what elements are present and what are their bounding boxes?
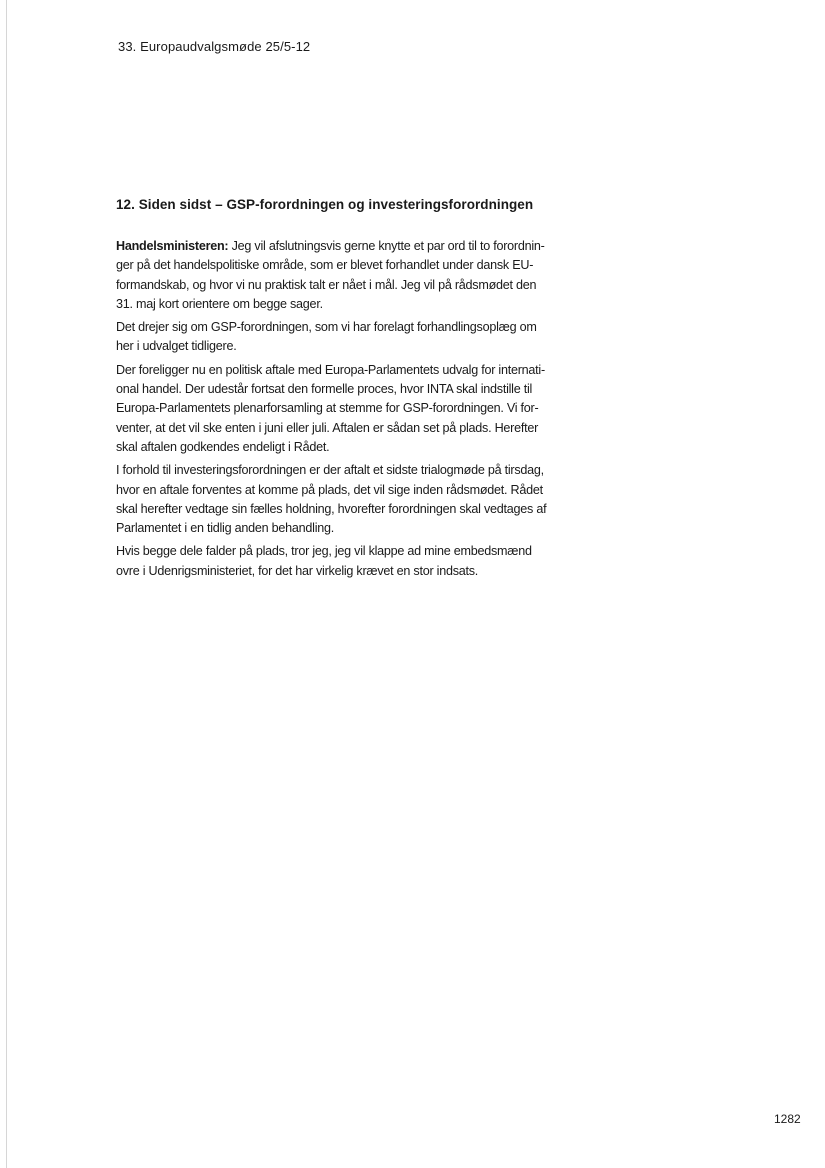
page-number: 1282 [774, 1112, 801, 1126]
paragraph-1 [116, 237, 596, 314]
text-line: ger på det handelspolitiske område, som er blevet forhandlet under dansk EU- [116, 258, 534, 273]
text-line: venter, at det vil ske enten i juni eller juli. Aftalen er sådan set på plads. Herefter [116, 420, 539, 435]
text-line: onal handel. Der udestår fortsat den formelle proces, hvor INTA skal indstille til [116, 382, 533, 397]
text-line: skal herefter vedtage sin fælles holdning, hvorefter forordningen skal vedtages af [116, 501, 547, 516]
text-line: Parlamentet i en tidlig anden behandling. [116, 521, 334, 536]
text-fragment: Jeg vil afslutningsvis gerne knytte et par ord til to forordnin- [228, 239, 545, 253]
page-header: 33. Europaudvalgsmøde 25/5-12 [118, 39, 311, 54]
text-line: Det drejer sig om GSP-forordningen, som vi har forelagt forhandlingsoplæg om [116, 320, 537, 335]
text-line: ovre i Udenrigsministeriet, for det har virkelig krævet en stor indsats. [116, 563, 479, 578]
text-line: formandskab, og hvor vi nu praktisk talt er nået i mål. Jeg vil på rådsmødet den [116, 277, 537, 292]
paragraph-4 [116, 461, 596, 538]
text-line: hvor en aftale forventes at komme på plads, det vil sige inden rådsmødet. Rådet [116, 482, 543, 497]
text-line: Der foreligger nu en politisk aftale med Europa-Parlamentets udvalg for internati- [116, 362, 545, 377]
text-line: Europa-Parlamentets plenarforsamling at stemme for GSP-forordningen. Vi for- [116, 401, 539, 416]
paragraph-3 [116, 361, 596, 457]
text-line [116, 237, 596, 256]
paragraph-2 [116, 318, 596, 357]
text-line: I forhold til investeringsforordningen er der aftalt et sidste trialogmøde på tirsdag, [116, 463, 544, 478]
scan-edge-line [6, 0, 7, 1168]
body-text [116, 237, 596, 585]
text-line: 31. maj kort orientere om begge sager. [116, 296, 323, 311]
text-line: her i udvalget tidligere. [116, 339, 237, 354]
speaker-name: Handelsministeren: [116, 239, 229, 253]
text-line: skal aftalen godkendes endeligt i Rådet. [116, 439, 330, 454]
text-line: Hvis begge dele falder på plads, tror jeg, jeg vil klappe ad mine embedsmænd [116, 544, 532, 559]
paragraph-5 [116, 542, 596, 581]
section-heading: 12. Siden sidst – GSP-forordningen og investeringsforordningen [116, 197, 534, 212]
